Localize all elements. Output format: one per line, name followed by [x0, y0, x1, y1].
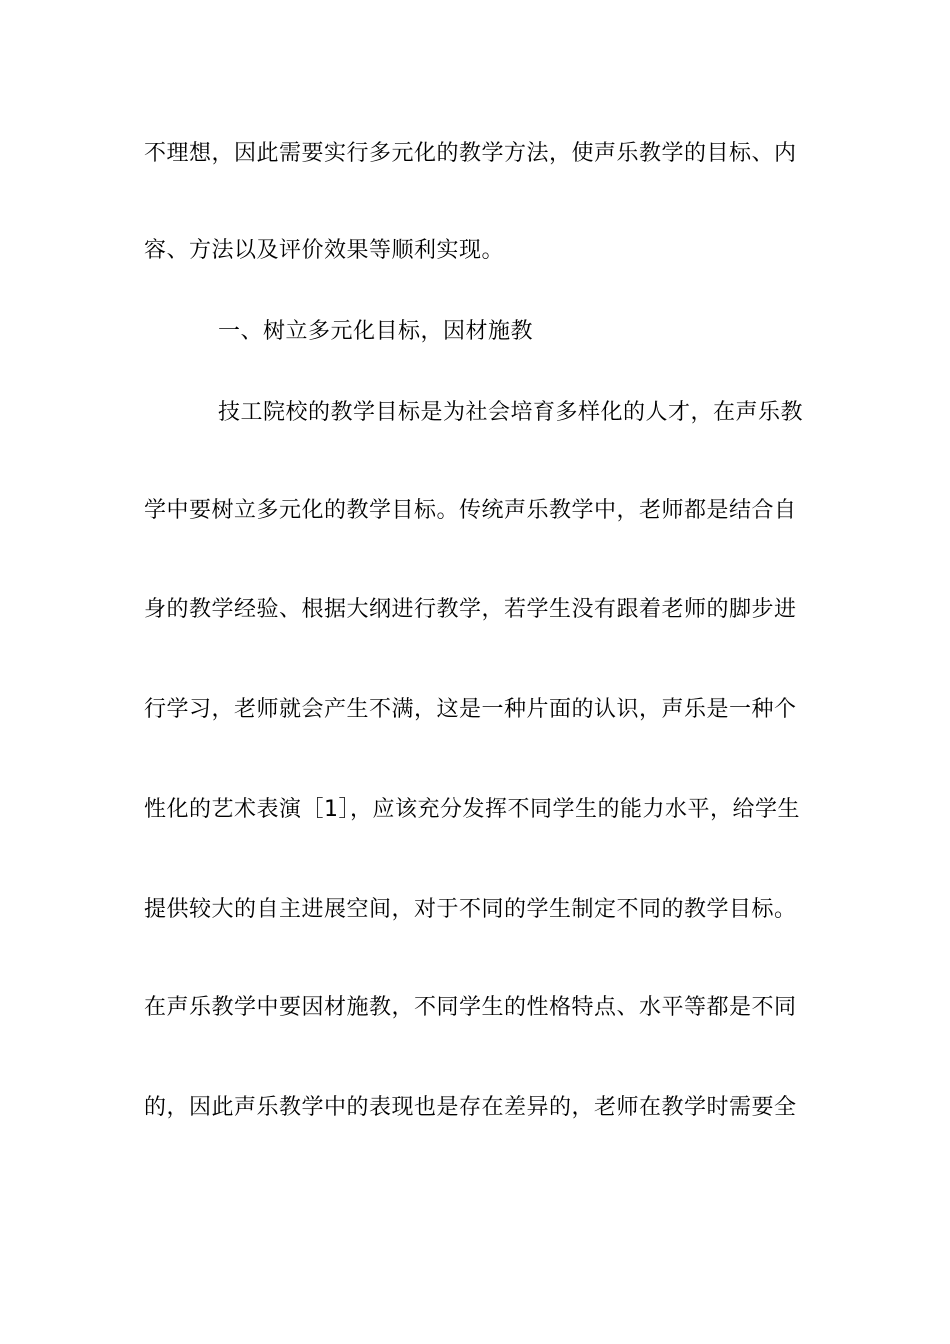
paragraph-line: 学中要树立多元化的教学目标。传统声乐教学中，老师都是结合自	[144, 498, 797, 523]
paragraph-line: 不理想，因此需要实行多元化的教学方法，使声乐教学的目标、内	[144, 141, 797, 166]
paragraph-line: 容、方法以及评价效果等顺利实现。	[144, 238, 505, 263]
paragraph-line: 行学习，老师就会产生不满，这是一种片面的认识，声乐是一种个	[144, 697, 797, 722]
paragraph-line: 的，因此声乐教学中的表现也是存在差异的，老师在教学时需要全	[144, 1095, 797, 1120]
paragraph-line: 在声乐教学中要因材施教，不同学生的性格特点、水平等都是不同	[144, 995, 797, 1020]
paragraph-line: 技工院校的教学目标是为社会培育多样化的人才，在声乐教	[218, 400, 804, 425]
paragraph-line: 提供较大的自主进展空间，对于不同的学生制定不同的教学目标。	[144, 897, 797, 922]
paragraph-line: 身的教学经验、根据大纲进行教学，若学生没有跟着老师的脚步进	[144, 597, 797, 622]
section-heading: 一、树立多元化目标，因材施教	[218, 319, 534, 344]
paragraph-line: 性化的艺术表演［1］，应该充分发挥不同学生的能力水平，给学生	[144, 797, 800, 822]
